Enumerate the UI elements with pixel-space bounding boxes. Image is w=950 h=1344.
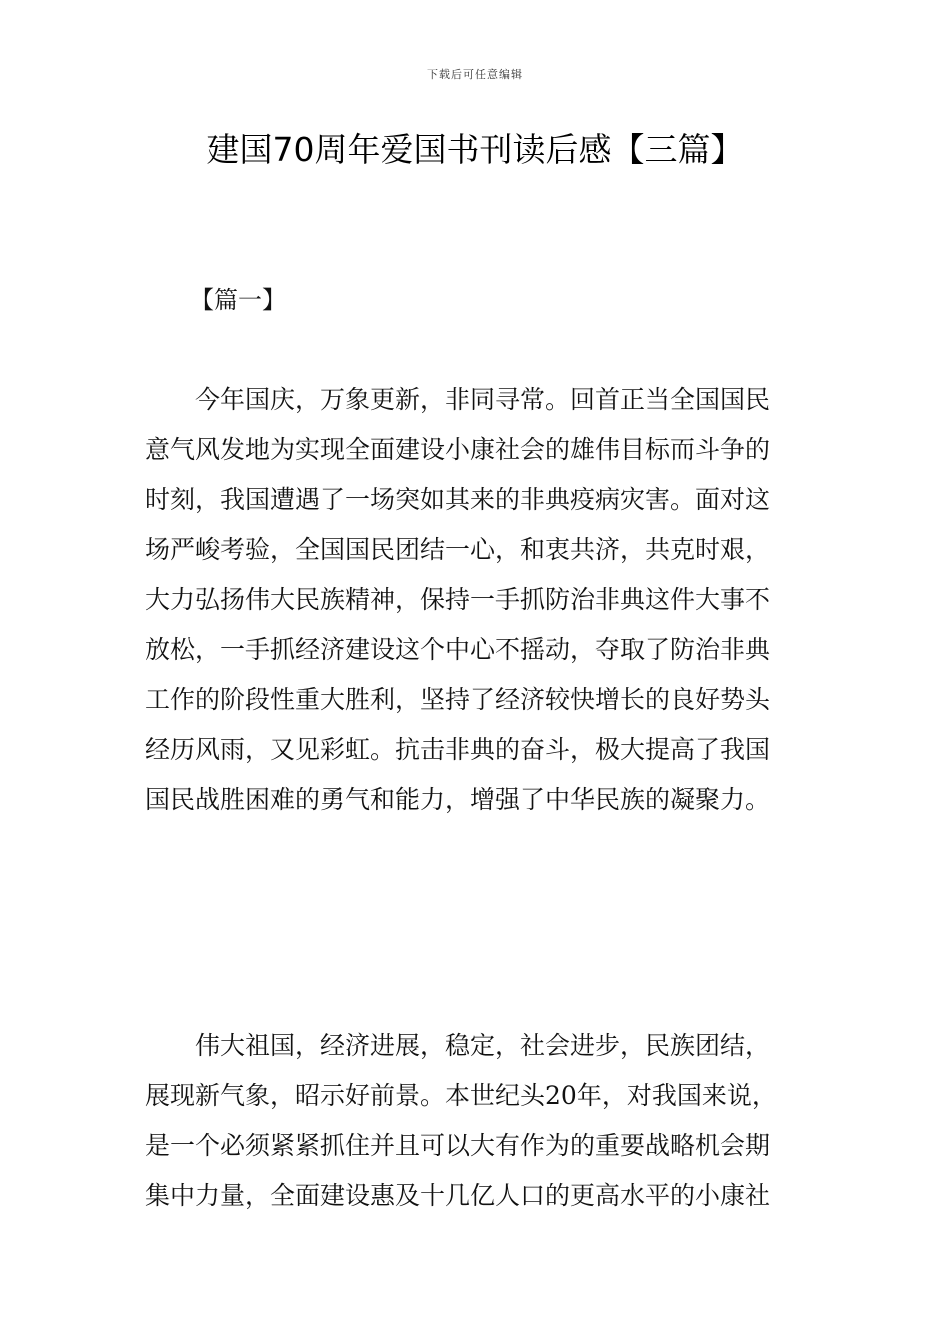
paragraph-line: 国民战胜困难的勇气和能力，增强了中华民族的凝聚力。 (145, 785, 771, 814)
paragraph-line: 伟大祖国，经济进展，稳定，社会进步，民族团结， (195, 1031, 771, 1060)
paragraph-line: 展现新气象，昭示好前景。本世纪头20年，对我国来说， (145, 1081, 777, 1110)
paragraph-line: 大力弘扬伟大民族精神，保持一手抓防治非典这件大事不 (145, 585, 771, 614)
paragraph-line: 意气风发地为实现全面建设小康社会的雄伟目标而斗争的 (145, 435, 771, 464)
paragraph-line: 时刻，我国遭遇了一场突如其来的非典疫病灾害。面对这 (145, 485, 771, 514)
paragraph-1 (145, 375, 810, 825)
section-heading: 【篇一】 (190, 286, 286, 314)
paragraph-line: 场严峻考验，全国国民团结一心，和衷共济，共克时艰， (145, 535, 771, 564)
paragraph-line: 是一个必须紧紧抓住并且可以大有作为的重要战略机会期 (145, 1131, 771, 1160)
paragraph-line: 集中力量，全面建设惠及十几亿人口的更高水平的小康社 (145, 1181, 771, 1210)
paragraph-line: 今年国庆，万象更新，非同寻常。回首正当全国国民 (195, 385, 771, 414)
paragraph-line: 放松，一手抓经济建设这个中心不摇动，夺取了防治非典 (145, 635, 771, 664)
paragraph-2 (145, 1021, 810, 1221)
paragraph-line: 工作的阶段性重大胜利，坚持了经济较快增长的良好势头 (145, 685, 771, 714)
document-title: 建国70周年爱国书刊读后感【三篇】 (206, 130, 744, 169)
paragraph-line: 经历风雨，又见彩虹。抗击非典的奋斗，极大提高了我国 (145, 735, 771, 764)
header-note: 下载后可任意编辑 (427, 68, 523, 81)
